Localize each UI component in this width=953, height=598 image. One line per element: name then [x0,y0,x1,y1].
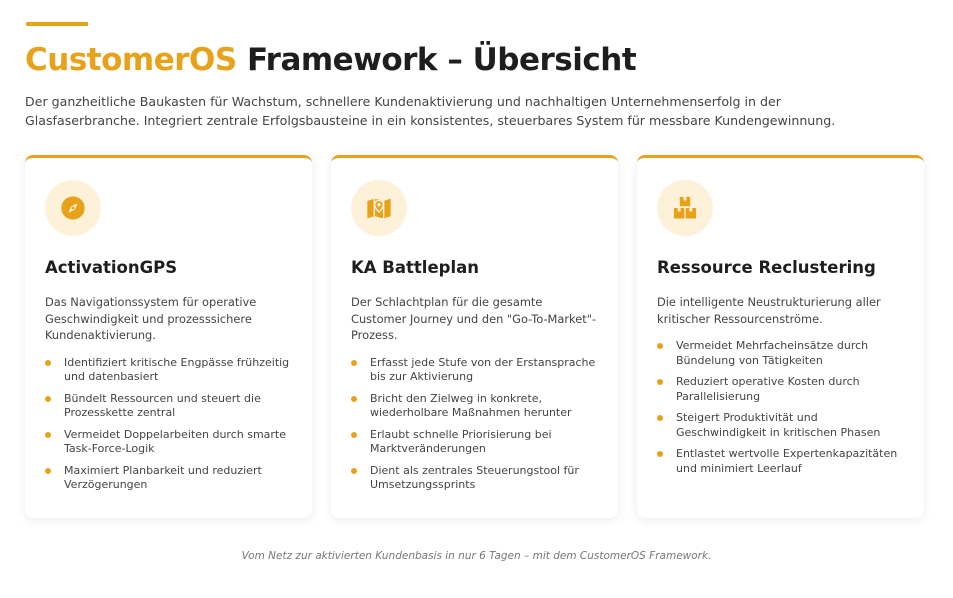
bullet-list [351,356,598,493]
footer-tagline: Vom Netz zur aktivierten Kundenbasis in nur 6 Tagen – mit dem CustomerOS Framework. [241,550,712,562]
boxes-icon [671,194,699,222]
bullet-list [45,356,292,493]
card-icon-badge [657,180,713,236]
bullet-text: Steigert Produktivität und Geschwindigkeit in kritischen Phasen [676,411,881,439]
bullet-text: Bricht den Zielweg in konkrete, wiederholbare Maßnahmen herunter [370,391,572,419]
bullet-dot [45,468,51,474]
bullet-dot [45,360,51,366]
bullet-dot [657,379,663,385]
brand-name: CustomerOS [25,42,237,78]
bullet-dot [657,343,663,349]
map-pin-icon [365,194,393,222]
bullet-text: Identifiziert kritische Engpässe frühzeitig und datenbasiert [64,355,290,383]
card-ka-battleplan [331,155,618,518]
list-item [657,411,904,440]
bullet-text: Erfasst jede Stufe von der Erstansprache bis zur Aktivierung [370,355,596,383]
list-item [45,356,292,385]
card-description: Die intelligente Neustrukturierung aller kritischer Ressourcenströme. [657,295,881,326]
card-title: ActivationGPS [45,258,178,277]
bullet-dot [351,432,357,438]
bullet-dot [351,396,357,402]
list-item [351,392,598,421]
bullet-dot [351,360,357,366]
bullet-list [657,339,904,476]
bullet-dot [45,396,51,402]
list-item [657,339,904,368]
card-icon-badge [351,180,407,236]
bullet-text: Vermeidet Mehrfacheinsätze durch Bündelung von Tätigkeiten [676,339,869,367]
list-item [657,447,904,476]
page-title [25,42,636,78]
bullet-text: Entlastet wertvolle Expertenkapazitäten und minimiert Leerlauf [676,447,898,475]
bullet-text: Bündelt Ressourcen und steuert die Prozesskette zentral [64,391,261,419]
card-title: KA Battleplan [351,258,479,277]
bullet-text: Vermeidet Doppelarbeiten durch smarte Task-Force-Logik [64,427,287,455]
card-description: Das Navigationssystem für operative Geschwindigkeit und prozesssichere Kundenaktivierung. [45,295,257,342]
list-item [45,392,292,421]
compass-icon [59,194,87,222]
bullet-dot [657,415,663,421]
list-item [351,464,598,493]
list-item [351,356,598,385]
bullet-text: Maximiert Planbarkeit und reduziert Verzögerungen [64,463,262,491]
bullet-text: Erlaubt schnelle Priorisierung bei Marktveränderungen [370,427,552,455]
list-item [45,464,292,493]
bullet-dot [351,468,357,474]
list-item [351,428,598,457]
bullet-dot [45,432,51,438]
list-item [657,375,904,404]
card-activationgps [25,155,312,518]
card-title: Ressource Reclustering [657,258,876,277]
accent-bar [26,22,88,26]
title-text: Framework – Übersicht [236,42,637,78]
bullet-dot [657,451,663,457]
list-item [45,428,292,457]
card-description: Der Schlachtplan für die gesamte Customer Journey und den "Go-To-Market"-Prozess. [351,295,597,342]
bullet-text: Reduziert operative Kosten durch Parallelisierung [676,375,860,403]
bullet-text: Dient als zentrales Steuerungstool für Umsetzungssprints [370,463,579,491]
page-subtitle: Der ganzheitliche Baukasten für Wachstum, schnellere Kundenaktivierung und nachhaltigen Unternehmenserfolg in der Glasfaserbranche. Integriert zentrale Erfolgsbausteine in ein konsistentes, steuerbares System für messbare Kundengewinnung. [25,94,836,128]
card-icon-badge [45,180,101,236]
card-ressource-reclustering [637,155,924,518]
